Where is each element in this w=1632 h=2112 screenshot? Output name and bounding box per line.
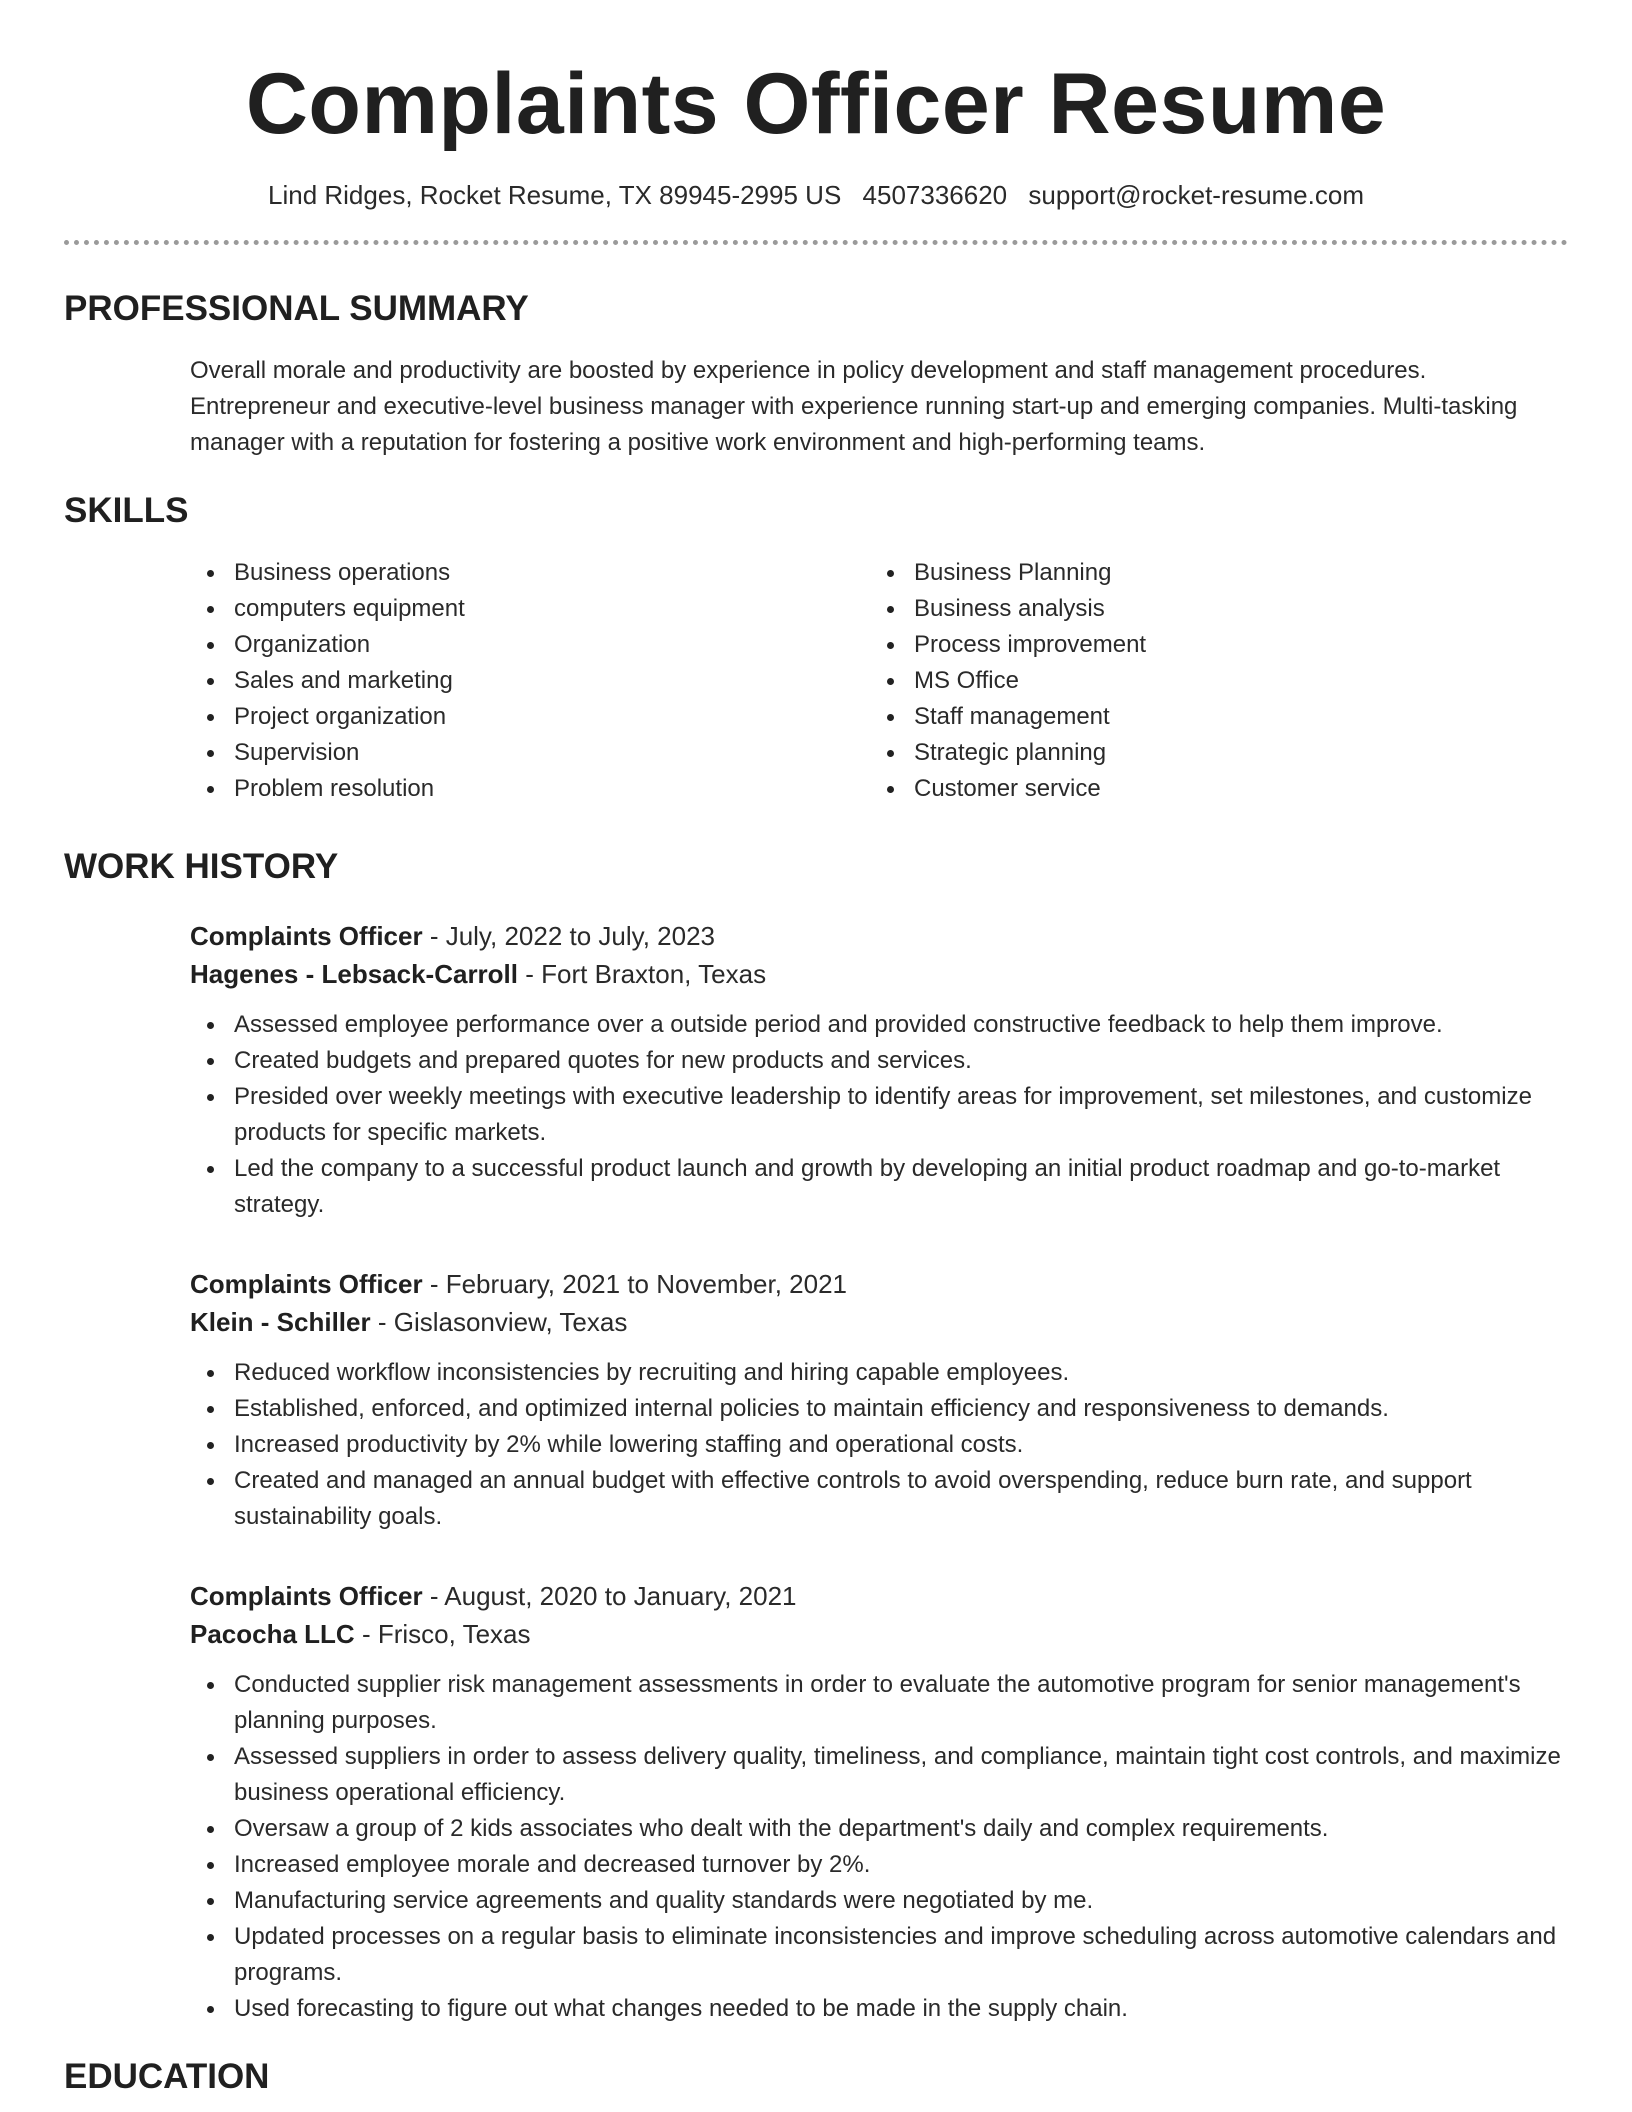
job-bullets	[190, 1355, 1568, 1535]
job-bullets	[190, 1667, 1568, 2027]
skill-item: Strategic planning	[870, 735, 1550, 771]
skill-item: Problem resolution	[190, 771, 870, 807]
contact-email: support@rocket-resume.com	[1028, 180, 1364, 210]
job-title-line	[190, 1577, 1568, 1615]
skill-item: Project organization	[190, 699, 870, 735]
job-bullet: Presided over weekly meetings with executive leadership to identify areas for improvement, set milestones, and customize products for specific markets.	[190, 1079, 1568, 1151]
skills-list	[190, 555, 1568, 807]
job-title: Complaints Officer	[190, 1269, 423, 1299]
job-bullet: Conducted supplier risk management assessments in order to evaluate the automotive program for senior management's planning purposes.	[190, 1667, 1568, 1739]
job-company: Klein - Schiller	[190, 1307, 371, 1337]
skill-item: Staff management	[870, 699, 1550, 735]
job-company-line	[190, 955, 1568, 993]
contact-phone: 4507336620	[862, 180, 1008, 210]
job-dates: - February, 2021 to November, 2021	[422, 1269, 848, 1299]
skill-item: Process improvement	[870, 627, 1550, 663]
job-bullet: Increased employee morale and decreased turnover by 2%.	[190, 1847, 1568, 1883]
skill-item: Business Planning	[870, 555, 1550, 591]
skill-item: Business operations	[190, 555, 870, 591]
skill-item: MS Office	[870, 663, 1550, 699]
skills-heading: SKILLS	[64, 491, 189, 530]
skill-item: Supervision	[190, 735, 870, 771]
job-company-line	[190, 1615, 1568, 1653]
job-entry	[190, 917, 1568, 1223]
job-bullets	[190, 1007, 1568, 1223]
job-location: - Fort Braxton, Texas	[518, 959, 767, 989]
job-company-line	[190, 1303, 1568, 1341]
job-bullet: Created budgets and prepared quotes for new products and services.	[190, 1043, 1568, 1079]
skill-item: Organization	[190, 627, 870, 663]
summary-text: Overall morale and productivity are boosted by experience in policy development and staff management procedures. Entrepreneur and executive-level business manager with experience running start-up and emerging companies. Multi-tasking manager with a reputation for fostering a positive work environment and high-performing teams.	[190, 357, 1518, 456]
work-history-heading: WORK HISTORY	[64, 847, 339, 886]
summary-heading: PROFESSIONAL SUMMARY	[64, 289, 529, 328]
skills-column-right	[870, 555, 1550, 807]
education-heading: EDUCATION	[64, 2057, 270, 2096]
job-bullet: Used forecasting to figure out what changes needed to be made in the supply chain.	[190, 1991, 1568, 2027]
job-bullet: Established, enforced, and optimized internal policies to maintain efficiency and responsiveness to demands.	[190, 1391, 1568, 1427]
job-bullet: Reduced workflow inconsistencies by recruiting and hiring capable employees.	[190, 1355, 1568, 1391]
contact-address: Lind Ridges, Rocket Resume, TX 89945-2995 US	[268, 180, 842, 210]
job-bullet: Manufacturing service agreements and quality standards were negotiated by me.	[190, 1883, 1568, 1919]
job-company: Pacocha LLC	[190, 1619, 355, 1649]
job-bullet: Oversaw a group of 2 kids associates who dealt with the department's daily and complex requirements.	[190, 1811, 1568, 1847]
job-dates: - August, 2020 to January, 2021	[422, 1581, 797, 1611]
job-bullet: Created and managed an annual budget with effective controls to avoid overspending, reduce burn rate, and support sustainability goals.	[190, 1463, 1568, 1535]
job-bullet: Increased productivity by 2% while lowering staffing and operational costs.	[190, 1427, 1568, 1463]
job-title-line	[190, 1265, 1568, 1303]
job-title-line	[190, 917, 1568, 955]
job-entry	[190, 1265, 1568, 1535]
job-bullet: Updated processes on a regular basis to eliminate inconsistencies and improve scheduling across automotive calendars and programs.	[190, 1919, 1568, 1991]
skill-item: Customer service	[870, 771, 1550, 807]
job-title: Complaints Officer	[190, 1581, 423, 1611]
skill-item: Business analysis	[870, 591, 1550, 627]
skills-column-left	[190, 555, 870, 807]
job-bullet: Assessed suppliers in order to assess delivery quality, timeliness, and compliance, maintain tight cost controls, and maximize business operational efficiency.	[190, 1739, 1568, 1811]
job-bullet: Led the company to a successful product launch and growth by developing an initial product roadmap and go-to-market strategy.	[190, 1151, 1568, 1223]
job-title: Complaints Officer	[190, 921, 423, 951]
header-divider	[64, 240, 1568, 245]
resume-title: Complaints Officer Resume	[245, 56, 1387, 152]
job-company: Hagenes - Lebsack-Carroll	[190, 959, 519, 989]
job-location: - Frisco, Texas	[354, 1619, 531, 1649]
job-entry	[190, 1577, 1568, 2027]
job-dates: - July, 2022 to July, 2023	[422, 921, 716, 951]
skill-item: Sales and marketing	[190, 663, 870, 699]
contact-line	[64, 178, 1568, 212]
job-location: - Gislasonview, Texas	[370, 1307, 628, 1337]
job-bullet: Assessed employee performance over a outside period and provided constructive feedback to help them improve.	[190, 1007, 1568, 1043]
skill-item: computers equipment	[190, 591, 870, 627]
